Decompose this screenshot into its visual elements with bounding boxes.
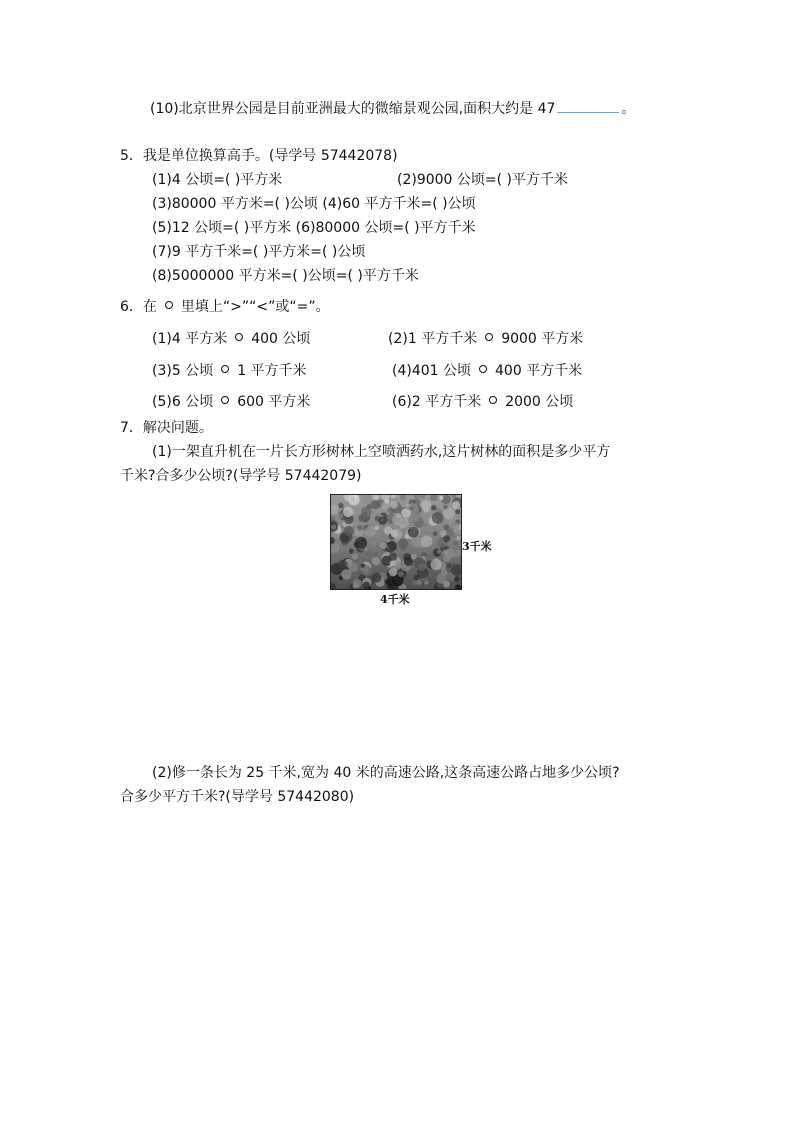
q6-item-5: (5)6 公顷 600 平方米 — [152, 394, 311, 410]
compare-circle-icon[interactable] — [485, 333, 493, 341]
forest-photo — [330, 494, 462, 590]
q6-item-2: (2)1 平方千米 9000 平方米 — [388, 331, 584, 347]
answer-blank[interactable] — [557, 98, 619, 113]
compare-circle-icon[interactable] — [489, 396, 497, 404]
q5-row-4: (5)12 公顷=( )平方米 (6)80000 公顷=( )平方千米 — [152, 220, 476, 236]
forest-height-label: 3千米 — [462, 540, 492, 553]
q5-row-3: (3)80000 平方米=( )公顷 (4)60 平方千米=( )公顷 — [152, 196, 476, 212]
compare-circle-icon[interactable] — [479, 365, 487, 373]
compare-circle-icon[interactable] — [235, 333, 243, 341]
q5-row-1: (1)4 公顷=( )平方米 — [152, 172, 283, 188]
forest-texture — [331, 495, 461, 589]
q5-title: 5．我是单位换算高手。(导学号 57442078) — [120, 148, 398, 164]
q5-row-6: (8)5000000 平方米=( )公顷=( )平方千米 — [152, 268, 419, 284]
q5-row-5: (7)9 平方千米=( )平方米=( )公顷 — [152, 244, 366, 260]
q7-p1-line2: 千米?合多少公顷?(导学号 57442079) — [120, 468, 362, 484]
compare-circle-icon[interactable] — [221, 396, 229, 404]
q5-row-2: (2)9000 公顷=( )平方千米 — [397, 172, 569, 188]
q6-item-1: (1)4 平方米 400 公顷 — [152, 331, 311, 347]
q7-p2-line2: 合多少平方千米?(导学号 57442080) — [120, 789, 355, 805]
q6-title: 6．在 里填上“>”“<”或“=”。 — [120, 299, 330, 315]
compare-circle-icon[interactable] — [221, 365, 229, 373]
q7-title: 7．解决问题。 — [120, 420, 213, 436]
q6-item-3: (3)5 公顷 1 平方千米 — [152, 363, 307, 379]
forest-width-label: 4千米 — [380, 593, 410, 606]
q7-p2-line1: (2)修一条长为 25 千米,宽为 40 米的高速公路,这条高速公路占地多少公顷? — [152, 765, 620, 781]
q4-item10: (10)北京世界公园是目前亚洲最大的微缩景观公园,面积大约是 47 。 — [150, 98, 635, 119]
circle-icon — [165, 301, 173, 309]
q7-p1-line1: (1)一架直升机在一片长方形树林上空喷洒药水,这片树林的面积是多少平方 — [152, 444, 611, 460]
q6-item-6: (6)2 平方千米 2000 公顷 — [392, 394, 574, 410]
q6-item-4: (4)401 公顷 400 平方千米 — [392, 363, 583, 379]
